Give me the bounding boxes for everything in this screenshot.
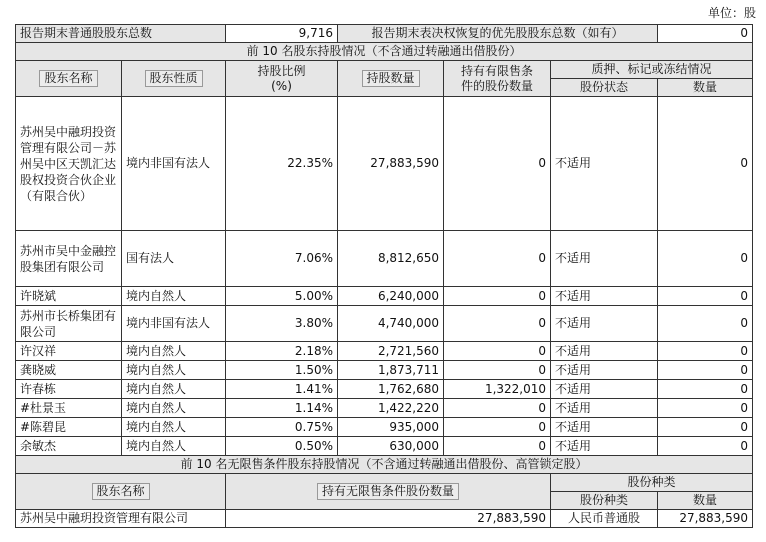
holder-nature: 境内非国有法人: [122, 306, 226, 342]
holder-nature: 境内自然人: [122, 437, 226, 456]
common-holders-value: 9,716: [226, 25, 338, 43]
unrestricted-header-qty: 持有无限售条件股份数量: [226, 474, 551, 510]
holder-qty: 1,873,711: [338, 361, 444, 380]
holder-restricted: 0: [444, 361, 551, 380]
unrestricted-holder-kind-qty: 27,883,590: [658, 510, 753, 528]
holder-status: 不适用: [551, 306, 658, 342]
unit-label: 单位：股: [707, 6, 756, 20]
header-nature: 股东性质: [122, 61, 226, 97]
holder-pledge-qty: 0: [658, 306, 753, 342]
holder-ratio: 1.14%: [226, 399, 338, 418]
holder-restricted: 0: [444, 418, 551, 437]
header-ratio-line2: (%): [271, 78, 292, 93]
holder-pledge-qty: 0: [658, 418, 753, 437]
header-restricted-line2: 件的股份数量: [461, 78, 534, 93]
table-row: [16, 287, 753, 306]
header-restricted-line1: 持有有限售条: [461, 63, 534, 78]
holder-name: #陈碧昆: [16, 418, 122, 437]
common-holders-label: 报告期末普通股股东总数: [16, 25, 226, 43]
unrestricted-header-kind-qty: 数量: [658, 492, 753, 510]
holder-name: 余敏杰: [16, 437, 122, 456]
holder-qty: 8,812,650: [338, 231, 444, 287]
holder-nature: 境内自然人: [122, 287, 226, 306]
table-row: [16, 510, 753, 528]
header-pledge-status: 股份状态: [551, 79, 658, 97]
holder-name: 苏州吴中融玥投资管理有限公司－苏州吴中区天凯汇达股权投资合伙企业（有限合伙）: [16, 97, 122, 231]
table-row: [16, 380, 753, 399]
holder-name: 许春栋: [16, 380, 122, 399]
holder-pledge-qty: 0: [658, 97, 753, 231]
shareholder-table: [15, 24, 753, 528]
holder-nature: 境内自然人: [122, 399, 226, 418]
holder-ratio: 3.80%: [226, 306, 338, 342]
holder-status: 不适用: [551, 287, 658, 306]
top10-title: 前 10 名股东持股情况（不含通过转融通出借股份）: [16, 43, 753, 61]
holder-restricted: 0: [444, 306, 551, 342]
holder-restricted: 1,322,010: [444, 380, 551, 399]
holder-status: 不适用: [551, 342, 658, 361]
holder-status: 不适用: [551, 97, 658, 231]
holder-ratio: 7.06%: [226, 231, 338, 287]
holder-qty: 27,883,590: [338, 97, 444, 231]
holder-restricted: 0: [444, 342, 551, 361]
holder-qty: 630,000: [338, 437, 444, 456]
unrestricted-header-type: 股份种类: [551, 474, 753, 492]
holder-status: 不适用: [551, 380, 658, 399]
header-restricted: [444, 61, 551, 97]
holder-ratio: 5.00%: [226, 287, 338, 306]
holder-qty: 1,422,220: [338, 399, 444, 418]
holder-qty: 935,000: [338, 418, 444, 437]
holder-qty: 6,240,000: [338, 287, 444, 306]
preferred-holders-value: 0: [658, 25, 753, 43]
header-pledge-qty: 数量: [658, 79, 753, 97]
holder-qty: 2,721,560: [338, 342, 444, 361]
holder-ratio: 1.50%: [226, 361, 338, 380]
header-qty: 持股数量: [338, 61, 444, 97]
unrestricted-header-kind: 股份种类: [551, 492, 658, 510]
preferred-holders-label: 报告期末表决权恢复的优先股股东总数（如有）: [338, 25, 658, 43]
holder-ratio: 2.18%: [226, 342, 338, 361]
holder-status: 不适用: [551, 437, 658, 456]
holder-status: 不适用: [551, 418, 658, 437]
holder-pledge-qty: 0: [658, 437, 753, 456]
holder-restricted: 0: [444, 231, 551, 287]
table-row: [16, 342, 753, 361]
header-pledge: 质押、标记或冻结情况: [551, 61, 753, 79]
holder-qty: 1,762,680: [338, 380, 444, 399]
unrestricted-holder-kind: 人民币普通股: [551, 510, 658, 528]
holder-restricted: 0: [444, 287, 551, 306]
header-ratio-line1: 持股比例: [257, 63, 306, 78]
holder-ratio: 1.41%: [226, 380, 338, 399]
table-row: [16, 437, 753, 456]
table-row: [16, 306, 753, 342]
holder-ratio: 0.75%: [226, 418, 338, 437]
holder-name: 苏州市吴中金融控股集团有限公司: [16, 231, 122, 287]
holder-name: 龚晓威: [16, 361, 122, 380]
header-ratio: [226, 61, 338, 97]
table-row: [16, 418, 753, 437]
holder-pledge-qty: 0: [658, 342, 753, 361]
table-row: [16, 97, 753, 231]
holder-nature: 境内自然人: [122, 380, 226, 399]
holder-ratio: 22.35%: [226, 97, 338, 231]
header-name: 股东名称: [16, 61, 122, 97]
holder-ratio: 0.50%: [226, 437, 338, 456]
unrestricted-header-name: 股东名称: [16, 474, 226, 510]
summary-row: [16, 25, 753, 43]
holder-nature: 境内自然人: [122, 342, 226, 361]
holder-nature: 境内自然人: [122, 361, 226, 380]
unrestricted-title: 前 10 名无限售条件股东持股情况（不含通过转融通出借股份、高管锁定股）: [16, 456, 753, 474]
table-row: [16, 361, 753, 380]
holder-pledge-qty: 0: [658, 380, 753, 399]
table-row: [16, 231, 753, 287]
holder-status: 不适用: [551, 399, 658, 418]
table-row: [16, 399, 753, 418]
holder-nature: 国有法人: [122, 231, 226, 287]
unrestricted-holder-name: 苏州吴中融玥投资管理有限公司: [16, 510, 226, 528]
holder-restricted: 0: [444, 399, 551, 418]
holder-name: #杜景玉: [16, 399, 122, 418]
holder-name: 许汉祥: [16, 342, 122, 361]
holder-nature: 境内自然人: [122, 418, 226, 437]
holder-pledge-qty: 0: [658, 231, 753, 287]
holder-name: 苏州市长桥集团有限公司: [16, 306, 122, 342]
unrestricted-holder-qty: 27,883,590: [226, 510, 551, 528]
holder-qty: 4,740,000: [338, 306, 444, 342]
holder-status: 不适用: [551, 361, 658, 380]
holder-nature: 境内非国有法人: [122, 97, 226, 231]
holder-name: 许晓斌: [16, 287, 122, 306]
holder-pledge-qty: 0: [658, 361, 753, 380]
holder-pledge-qty: 0: [658, 287, 753, 306]
holder-restricted: 0: [444, 437, 551, 456]
holder-status: 不适用: [551, 231, 658, 287]
holder-pledge-qty: 0: [658, 399, 753, 418]
holder-restricted: 0: [444, 97, 551, 231]
